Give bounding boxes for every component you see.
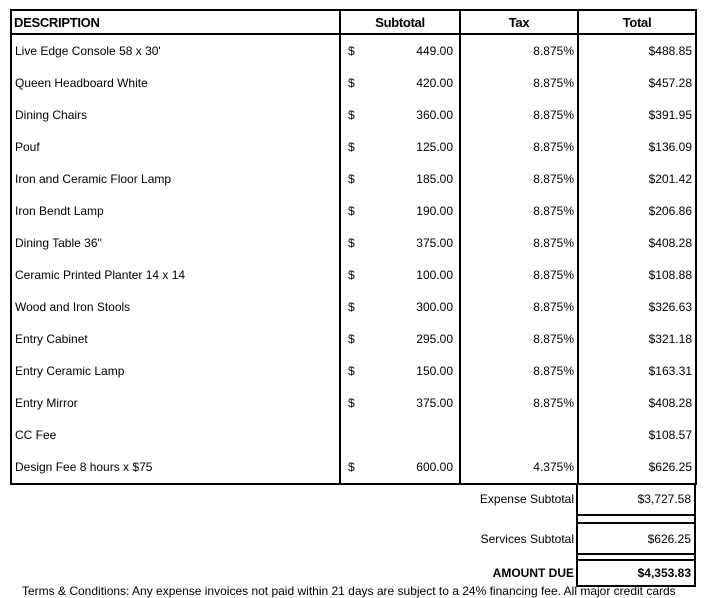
item-description: Design Fee 8 hours x $75 bbox=[11, 451, 340, 484]
item-subtotal: 375.00 bbox=[416, 236, 453, 250]
summary-table bbox=[10, 483, 696, 587]
item-tax: 8.875% bbox=[460, 291, 578, 323]
currency-symbol: $ bbox=[348, 172, 355, 186]
item-subtotal-cell bbox=[340, 323, 460, 355]
item-subtotal: 300.00 bbox=[416, 300, 453, 314]
item-description: Entry Cabinet bbox=[11, 323, 340, 355]
item-total: $626.25 bbox=[578, 451, 696, 484]
item-subtotal-cell bbox=[340, 419, 460, 451]
item-subtotal: 449.00 bbox=[416, 44, 453, 58]
services-subtotal-label: Services Subtotal bbox=[480, 531, 574, 546]
item-subtotal-cell bbox=[340, 131, 460, 163]
item-subtotal-cell bbox=[340, 163, 460, 195]
item-subtotal-cell bbox=[340, 387, 460, 419]
header-description: DESCRIPTION bbox=[11, 10, 340, 34]
item-subtotal: 600.00 bbox=[416, 460, 453, 474]
currency-symbol: $ bbox=[348, 204, 355, 218]
item-total: $488.85 bbox=[578, 34, 696, 67]
table-row bbox=[11, 355, 696, 387]
header-total: Total bbox=[578, 10, 696, 34]
item-subtotal: 150.00 bbox=[416, 364, 453, 378]
expense-subtotal-value: $3,727.58 bbox=[577, 483, 695, 515]
item-subtotal-cell bbox=[340, 291, 460, 323]
currency-symbol: $ bbox=[348, 332, 355, 346]
table-row bbox=[11, 291, 696, 323]
item-total: $457.28 bbox=[578, 67, 696, 99]
item-tax: 8.875% bbox=[460, 131, 578, 163]
item-subtotal: 375.00 bbox=[416, 396, 453, 410]
item-description: Iron Bendt Lamp bbox=[11, 195, 340, 227]
item-subtotal-cell bbox=[340, 67, 460, 99]
expense-subtotal-row bbox=[10, 483, 695, 515]
currency-symbol: $ bbox=[348, 44, 355, 58]
currency-symbol: $ bbox=[348, 300, 355, 314]
services-subtotal-row bbox=[10, 523, 695, 554]
item-description: Dining Chairs bbox=[11, 99, 340, 131]
item-description: Queen Headboard White bbox=[11, 67, 340, 99]
item-subtotal-cell bbox=[340, 451, 460, 484]
item-description: Pouf bbox=[11, 131, 340, 163]
currency-symbol: $ bbox=[348, 396, 355, 410]
currency-symbol: $ bbox=[348, 140, 355, 154]
item-subtotal: 185.00 bbox=[416, 172, 453, 186]
item-subtotal: 360.00 bbox=[416, 108, 453, 122]
header-row bbox=[11, 10, 696, 34]
item-total: $163.31 bbox=[578, 355, 696, 387]
item-description: CC Fee bbox=[11, 419, 340, 451]
item-subtotal: 295.00 bbox=[416, 332, 453, 346]
item-tax: 8.875% bbox=[460, 163, 578, 195]
item-tax bbox=[460, 419, 578, 451]
table-row bbox=[11, 451, 696, 484]
item-total: $136.09 bbox=[578, 131, 696, 163]
item-total: $408.28 bbox=[578, 387, 696, 419]
expense-subtotal-label: Expense Subtotal bbox=[479, 492, 574, 506]
item-tax: 8.875% bbox=[460, 67, 578, 99]
item-description: Wood and Iron Stools bbox=[11, 291, 340, 323]
item-subtotal-cell bbox=[340, 99, 460, 131]
amount-due-row bbox=[10, 560, 695, 586]
header-subtotal: Subtotal bbox=[340, 10, 460, 34]
currency-symbol: $ bbox=[348, 108, 355, 122]
table-row bbox=[11, 259, 696, 291]
table-row bbox=[11, 67, 696, 99]
item-tax: 8.875% bbox=[460, 387, 578, 419]
item-total: $408.28 bbox=[578, 227, 696, 259]
item-tax: 4.375% bbox=[460, 451, 578, 484]
item-description: Live Edge Console 58 x 30' bbox=[11, 34, 340, 67]
item-tax: 8.875% bbox=[460, 195, 578, 227]
services-subtotal-value: $626.25 bbox=[577, 523, 695, 554]
item-total: $206.86 bbox=[578, 195, 696, 227]
invoice-table bbox=[10, 9, 697, 485]
table-row bbox=[11, 419, 696, 451]
item-tax: 8.875% bbox=[460, 34, 578, 67]
table-row bbox=[11, 323, 696, 355]
table-row bbox=[11, 163, 696, 195]
terms-and-conditions: Terms & Conditions: Any expense invoices not paid within 21 days are subject to a 24% financing fee. All major credit cards bbox=[22, 584, 676, 598]
item-tax: 8.875% bbox=[460, 227, 578, 259]
currency-symbol: $ bbox=[348, 364, 355, 378]
item-subtotal: 190.00 bbox=[416, 204, 453, 218]
currency-symbol: $ bbox=[348, 76, 355, 90]
item-description: Iron and Ceramic Floor Lamp bbox=[11, 163, 340, 195]
item-description: Ceramic Printed Planter 14 x 14 bbox=[11, 259, 340, 291]
item-tax: 8.875% bbox=[460, 259, 578, 291]
item-subtotal: 100.00 bbox=[416, 268, 453, 282]
item-subtotal-cell bbox=[340, 227, 460, 259]
item-subtotal: 125.00 bbox=[416, 140, 453, 154]
item-total: $108.57 bbox=[578, 419, 696, 451]
item-description: Entry Ceramic Lamp bbox=[11, 355, 340, 387]
item-tax: 8.875% bbox=[460, 99, 578, 131]
currency-symbol: $ bbox=[348, 460, 355, 474]
item-total: $321.18 bbox=[578, 323, 696, 355]
currency-symbol: $ bbox=[348, 236, 355, 250]
item-description: Dining Table 36" bbox=[11, 227, 340, 259]
table-row bbox=[11, 387, 696, 419]
table-row bbox=[11, 227, 696, 259]
amount-due-value: $4,353.83 bbox=[577, 560, 695, 586]
table-row bbox=[11, 195, 696, 227]
item-total: $326.63 bbox=[578, 291, 696, 323]
item-subtotal-cell bbox=[340, 259, 460, 291]
item-total: $391.95 bbox=[578, 99, 696, 131]
item-total: $108.88 bbox=[578, 259, 696, 291]
header-tax: Tax bbox=[460, 10, 578, 34]
table-row bbox=[11, 131, 696, 163]
line-items bbox=[11, 34, 696, 484]
item-description: Entry Mirror bbox=[11, 387, 340, 419]
item-subtotal-cell bbox=[340, 34, 460, 67]
currency-symbol: $ bbox=[348, 268, 355, 282]
table-row bbox=[11, 34, 696, 67]
item-subtotal-cell bbox=[340, 355, 460, 387]
table-row bbox=[11, 99, 696, 131]
item-total: $201.42 bbox=[578, 163, 696, 195]
item-tax: 8.875% bbox=[460, 355, 578, 387]
amount-due-label: AMOUNT DUE bbox=[492, 566, 574, 580]
item-subtotal-cell bbox=[340, 195, 460, 227]
item-tax: 8.875% bbox=[460, 323, 578, 355]
summary-spacer bbox=[10, 515, 695, 523]
item-subtotal: 420.00 bbox=[416, 76, 453, 90]
